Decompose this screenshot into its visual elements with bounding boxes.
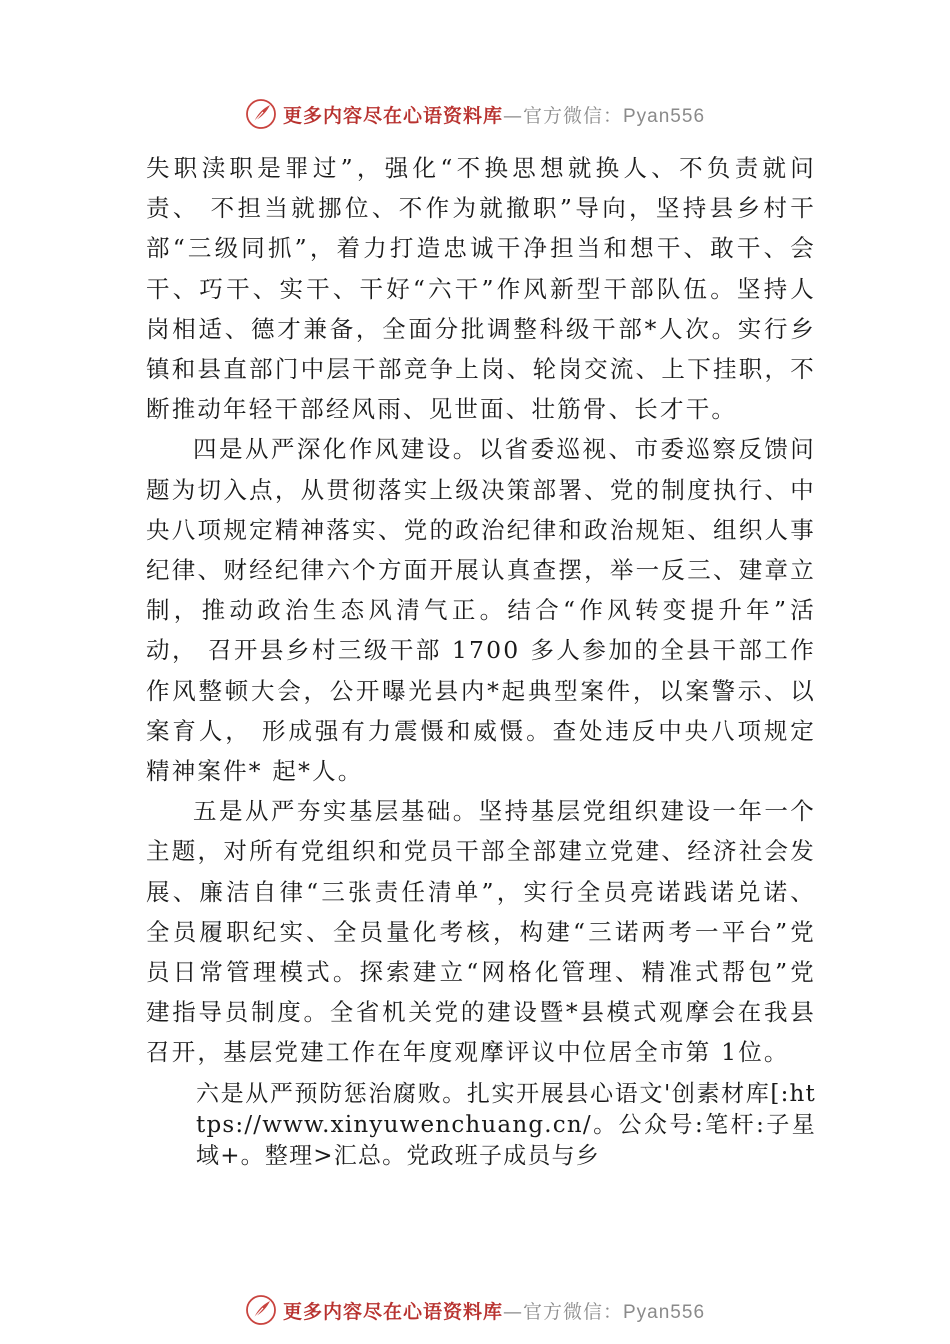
header-contact-id: Pyan556	[623, 105, 706, 127]
footer-banner	[0, 1290, 950, 1330]
paragraph-3: 五是从严夯实基层基础。坚持基层党组织建设一年一个主题，对所有党组织和党员干部全部建立党建、经济社会发展、廉洁自律“三张责任清单”，实行全员亮诺践诺兑诺、全员履职纪实、全员量化考核，构建“三诺两考一平台”党员日常管理模式。探索建立“网格化管理、精准式帮包”党建指导员制度。全省机关党的建设暨*县模式观摩会在我县召开，基层党建工作在年度观摩评议中位居全市第 1位。	[146, 797, 816, 1067]
footer-banner-text	[283, 1297, 705, 1324]
quill-logo-icon	[245, 1294, 277, 1326]
header-brand-text: 更多内容尽在心语资料库	[282, 104, 503, 127]
quill-logo-icon	[245, 98, 277, 130]
paragraph-1: 失职渎职是罪过”，强化“不换思想就换人、不负责就问责、 不担当就挪位、不作为就撤职”导向，坚持县乡村干部“三级同抓”，着力打造忠诚干净担当和想干、敢干、会干、巧干、实干、干好“六干”作风新型干部队伍。坚持人岗相适、德才兼备，全面分批调整科级干部*人次。实行乡镇和县直部门中层干部竞争上岗、轮岗交流、上下挂职，不断推动年轻干部经风雨、见世面、壮筋骨、长才干。	[146, 154, 816, 424]
footer-separator: —	[502, 1300, 523, 1323]
header-banner-text	[283, 101, 705, 128]
footer-brand-text: 更多内容尽在心语资料库	[282, 1300, 503, 1323]
paragraph-2: 四是从严深化作风建设。以省委巡视、市委巡察反馈问题为切入点，从贯彻落实上级决策部署、党的制度执行、中 央八项规定精神落实、党的政治纪律和政治规矩、组织人事纪律、财经纪律六个方面开展认真查摆，举一反三、建章立制，推动政治生态风清气正。结合“作风转变提升年”活动， 召开县乡村三级干部 1700 多人参加的全县干部工作作风整顿大会，公开曝光县内*起典型案件，以案警示、以案育人， 形成强有力震慑和威慑。查处违反中央八项规定精神案件* 起*人。	[146, 435, 816, 786]
footer-contact-label: 官方微信：	[522, 1300, 623, 1323]
footer-contact-id: Pyan556	[623, 1301, 706, 1323]
header-contact-label: 官方微信：	[522, 104, 623, 127]
document-body	[146, 148, 816, 1172]
header-separator: —	[502, 104, 523, 127]
paragraph-4: 六是从严预防惩治腐败。扎实开展县心语文'创素材库[:https://www.xinyuwenchuang.cn/。公众号:笔杆:子星域+。整理>汇总。党政班子成员与乡	[196, 1080, 816, 1169]
header-banner	[0, 94, 950, 134]
